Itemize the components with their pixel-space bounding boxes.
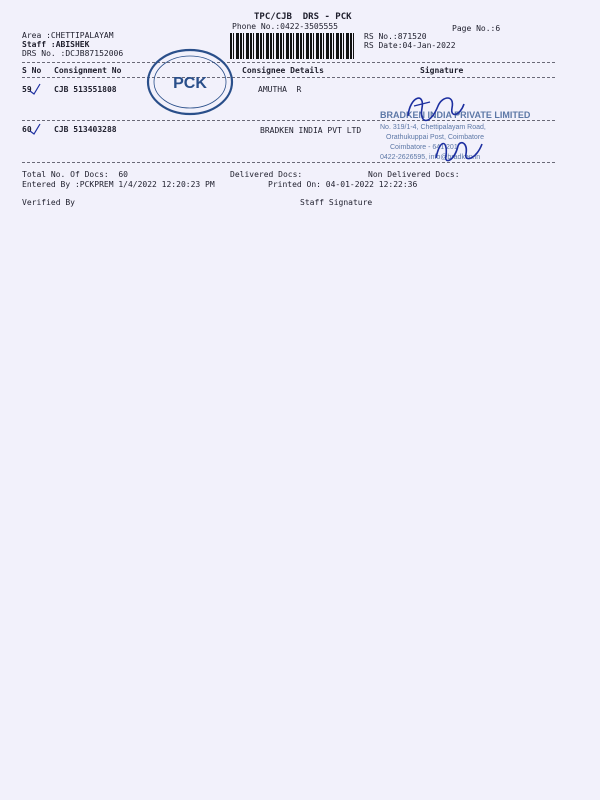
- svg-text:Coimbatore - 641 201: Coimbatore - 641 201: [390, 144, 458, 151]
- row-consignment: CJB 513551808: [54, 85, 117, 94]
- column-consignment: Consignment No: [54, 66, 122, 75]
- svg-text:BRADKEN INDIA PRIVATE LIMITED: BRADKEN INDIA PRIVATE LIMITED: [380, 110, 531, 120]
- pck-stamp-text: PCK: [173, 75, 207, 92]
- drs-barcode: [230, 33, 356, 59]
- entered-by: Entered By :PCKPREM 1/4/2022 12:20:23 PM: [22, 180, 215, 189]
- verified-by-label: Verified By: [22, 198, 75, 207]
- column-consignee: Consignee Details: [242, 66, 324, 75]
- svg-text:Orathukuppai Post, Coimbatore: Orathukuppai Post, Coimbatore: [386, 134, 485, 141]
- checkmark-icon: [28, 122, 42, 136]
- row-consignment: CJB 513403288: [54, 125, 117, 134]
- rs-date: RS Date:04-Jan-2022: [364, 41, 456, 50]
- area-label: Area :CHETTIPALAYAM: [22, 31, 114, 40]
- total-docs: Total No. Of Docs: 60: [22, 170, 128, 179]
- printed-on: Printed On: 04-01-2022 12:22:36: [268, 180, 418, 189]
- svg-text:No. 319/1-4, Chettipalayam Roa: No. 319/1-4, Chettipalayam Road,: [380, 124, 486, 131]
- delivered-docs: Delivered Docs:: [230, 170, 303, 179]
- checkmark-icon: [28, 82, 42, 96]
- pck-stamp: [145, 48, 235, 116]
- column-sno: S No: [22, 66, 42, 75]
- row-consignee: BRADKEN INDIA PVT LTD: [260, 126, 362, 135]
- staff-signature-label: Staff Signature: [300, 198, 373, 207]
- row-sno: 60: [22, 125, 32, 134]
- drs-number: DRS No. :DCJB87152006: [22, 49, 124, 58]
- document-title: TPC/CJB DRS - PCK: [254, 12, 352, 22]
- handwritten-signature-icon: [400, 86, 470, 131]
- column-signature: Signature: [420, 66, 464, 75]
- non-delivered-docs: Non Delivered Docs:: [368, 170, 460, 179]
- page-number: Page No.:6: [452, 24, 501, 33]
- row-consignee: AMUTHA R: [258, 85, 302, 94]
- svg-text:0422-2626595, info@bradken.in: 0422-2626595, info@bradken.in: [380, 154, 481, 161]
- row-sno: 59: [22, 85, 32, 94]
- header-divider-bottom: [22, 77, 555, 78]
- header-divider-top: [22, 62, 555, 63]
- staff-label: Staff :ABISHEK: [22, 40, 90, 49]
- handwritten-signature-icon: [432, 132, 492, 168]
- rs-number: RS No.:871520: [364, 32, 427, 41]
- phone-number: Phone No.:0422-3505555: [232, 22, 338, 31]
